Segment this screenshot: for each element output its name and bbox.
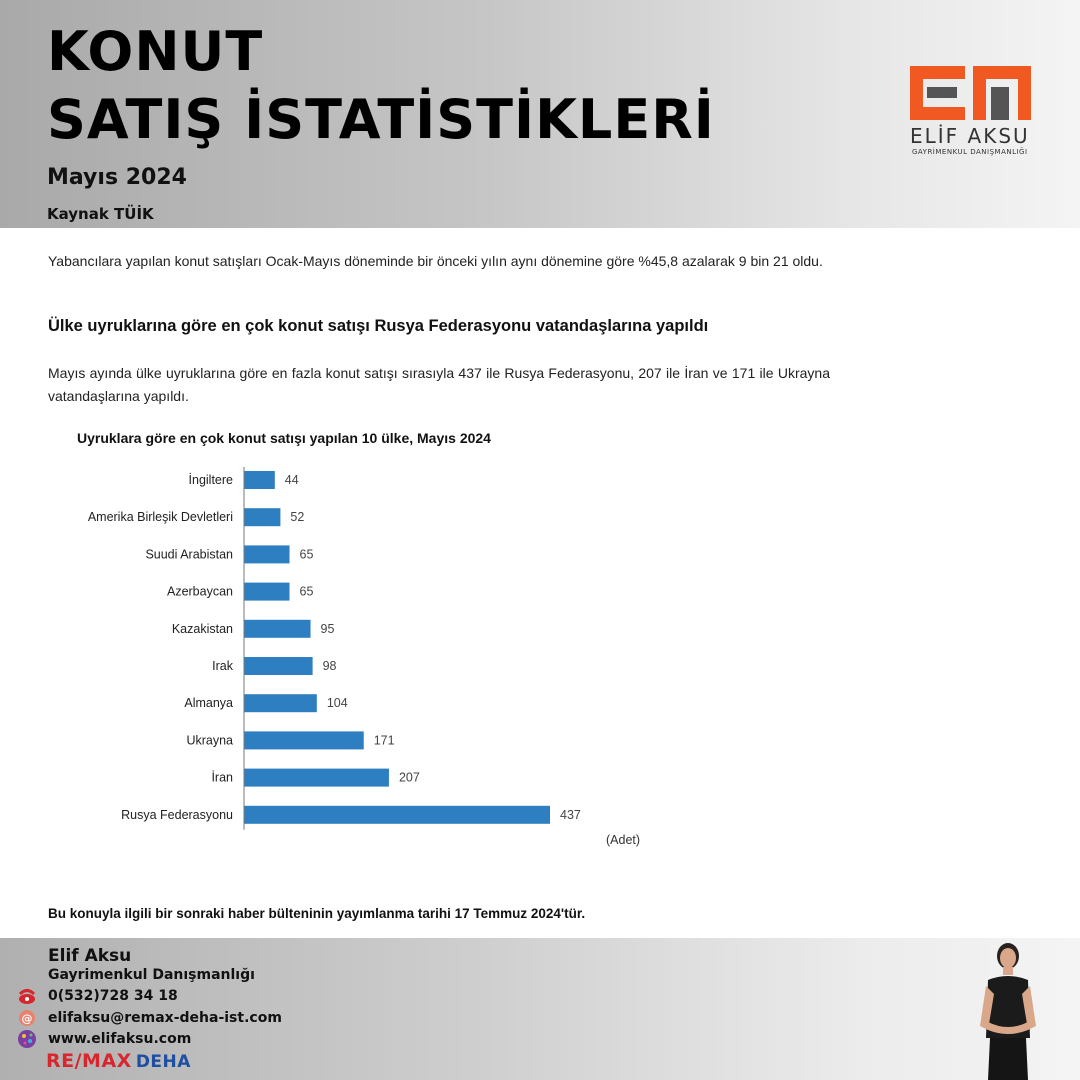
category-label: Azerbaycan bbox=[166, 584, 233, 599]
chart-bar bbox=[244, 471, 275, 489]
value-label: 44 bbox=[284, 473, 299, 487]
remax-wordmark: RE/MAX bbox=[46, 1050, 132, 1072]
chart-bar bbox=[244, 806, 550, 824]
website-url[interactable]: www.elifaksu.com bbox=[48, 1031, 192, 1047]
unit-label: (Adet) bbox=[606, 832, 641, 847]
deha-wordmark: DEHA bbox=[135, 1052, 191, 1072]
bar-chart bbox=[0, 455, 700, 855]
chart-bar bbox=[244, 769, 389, 787]
chart-bar bbox=[244, 545, 290, 563]
chart-title: Uyruklara göre en çok konut satışı yapılan 10 ülke, Mayıs 2024 bbox=[77, 430, 491, 446]
chart-bar bbox=[244, 583, 290, 601]
category-label: Irak bbox=[212, 659, 233, 673]
email-address[interactable]: elifaksu@remax-deha-ist.com bbox=[48, 1010, 282, 1026]
chart-bar bbox=[244, 508, 280, 526]
category-label: İngiltere bbox=[188, 473, 233, 487]
detail-paragraph: Mayıs ayında ülke uyruklarına göre en fazla konut satışı sırasıyla 437 ile Rusya Federasyonu, 207 ile İran ve 171 ile Ukrayna vatandaşlarına yapıldı. bbox=[48, 365, 830, 404]
logo-name: ELİF AKSU bbox=[910, 124, 1030, 148]
phone-icon bbox=[16, 985, 38, 1007]
svg-text:@: @ bbox=[21, 1012, 33, 1025]
phone-number[interactable]: 0(532)728 34 18 bbox=[48, 988, 178, 1004]
value-label: 65 bbox=[299, 584, 314, 599]
chart-bar bbox=[244, 657, 313, 675]
category-label: İran bbox=[211, 770, 233, 785]
value-label: 171 bbox=[373, 733, 395, 748]
data-source: Kaynak TÜİK bbox=[47, 205, 154, 223]
globe-icon bbox=[16, 1028, 38, 1050]
website-row[interactable] bbox=[16, 1028, 191, 1050]
category-label: Suudi Arabistan bbox=[145, 547, 233, 562]
category-label: Kazakistan bbox=[171, 621, 233, 636]
phone-row[interactable] bbox=[16, 985, 178, 1007]
chart-bar bbox=[244, 620, 311, 638]
category-label: Rusya Federasyonu bbox=[121, 807, 233, 822]
logo-subtitle: GAYRİMENKUL DANIŞMANLIĞI bbox=[912, 148, 1028, 156]
remax-logo bbox=[46, 1050, 191, 1072]
value-label: 437 bbox=[560, 807, 581, 822]
agent-role: Gayrimenkul Danışmanlığı bbox=[48, 967, 255, 983]
footnote: Bu konuyla ilgili bir sonraki haber bülteninin yayımlanma tarihi 17 Temmuz 2024'tür. bbox=[48, 906, 586, 921]
value-label: 95 bbox=[320, 621, 335, 636]
chart-bar bbox=[244, 694, 317, 712]
category-label: Amerika Birleşik Devletleri bbox=[87, 510, 233, 525]
category-label: Ukrayna bbox=[186, 733, 233, 748]
value-label: 52 bbox=[290, 510, 305, 525]
intro-paragraph: Yabancılara yapılan konut satışları Ocak-Mayıs döneminde bir önceki yılın aynı dönemine göre %45,8 azalarak 9 bin 21 oldu. bbox=[48, 253, 823, 269]
value-label: 207 bbox=[398, 770, 420, 785]
section-heading: Ülke uyruklarına göre en çok konut satışı Rusya Federasyonu vatandaşlarına yapıldı bbox=[48, 317, 709, 335]
agent-name: Elif Aksu bbox=[48, 946, 132, 966]
email-row[interactable] bbox=[16, 1007, 282, 1029]
category-label: Almanya bbox=[184, 696, 233, 711]
chart-bar bbox=[244, 731, 364, 749]
agent-photo bbox=[972, 938, 1042, 1080]
value-label: 104 bbox=[326, 696, 348, 711]
value-label: 98 bbox=[322, 659, 337, 673]
page-title-line1: KONUT bbox=[47, 20, 264, 83]
value-label: 65 bbox=[299, 547, 314, 562]
email-icon bbox=[16, 1007, 38, 1029]
report-month: Mayıs 2024 bbox=[47, 165, 187, 190]
page-title-line2: SATIŞ İSTATİSTİKLERİ bbox=[47, 88, 715, 151]
